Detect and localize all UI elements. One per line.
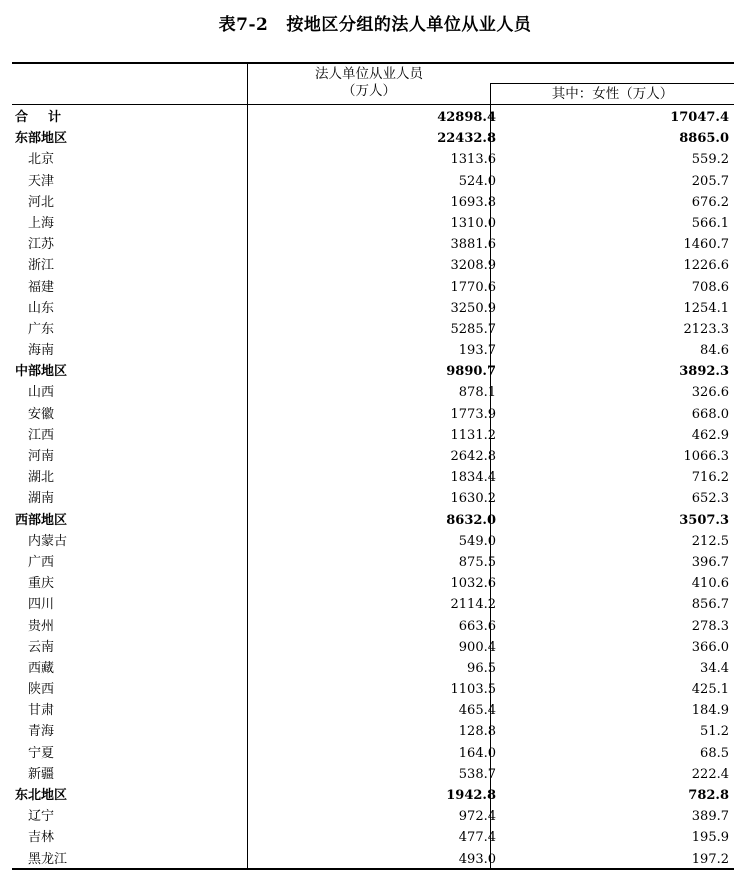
table-body xyxy=(12,107,734,870)
female-value: 212.5 xyxy=(691,533,729,549)
table-row xyxy=(12,192,734,213)
female-value: 3507.3 xyxy=(679,512,729,528)
employees-value: 1693.8 xyxy=(450,194,496,210)
female-value: 51.2 xyxy=(700,724,729,740)
employees-value: 128.8 xyxy=(458,724,496,740)
table-row xyxy=(12,679,734,700)
female-value: 34.4 xyxy=(700,660,729,676)
table-row xyxy=(12,785,734,806)
employees-value: 538.7 xyxy=(458,766,496,782)
table-row xyxy=(12,213,734,234)
region-name: 湖南 xyxy=(28,491,55,507)
table-row xyxy=(12,171,734,192)
employees-value: 1313.6 xyxy=(450,152,496,168)
female-value: 396.7 xyxy=(691,554,729,570)
region-name: 吉林 xyxy=(28,830,55,846)
region-name: 云南 xyxy=(28,639,55,655)
employees-value: 8632.0 xyxy=(446,512,496,528)
table-row xyxy=(12,849,734,870)
region-name: 四川 xyxy=(28,597,55,613)
region-name: 重庆 xyxy=(28,576,55,592)
region-name: 天津 xyxy=(28,173,55,189)
table-row xyxy=(12,531,734,552)
female-value: 1254.1 xyxy=(683,300,729,316)
employees-value: 3250.9 xyxy=(450,300,496,316)
employees-value: 193.7 xyxy=(458,343,496,359)
region-name: 辽宁 xyxy=(28,809,55,825)
table-row xyxy=(12,510,734,531)
region-name: 浙江 xyxy=(28,258,55,274)
table-row xyxy=(12,298,734,319)
employees-value: 1310.0 xyxy=(450,215,496,231)
table-row xyxy=(12,721,734,742)
region-name: 西藏 xyxy=(28,660,55,676)
table-row xyxy=(12,467,734,488)
table-row xyxy=(12,806,734,827)
region-name: 贵州 xyxy=(28,618,55,634)
female-value: 559.2 xyxy=(691,152,729,168)
region-name: 中部地区 xyxy=(15,364,68,380)
region-name: 新疆 xyxy=(28,766,55,782)
table-row xyxy=(12,700,734,721)
region-name: 甘肃 xyxy=(28,703,55,719)
employees-value: 2642.8 xyxy=(450,449,496,464)
table-row xyxy=(12,425,734,446)
female-value: 410.6 xyxy=(691,576,729,592)
region-name: 陕西 xyxy=(28,682,55,698)
employees-value: 1032.6 xyxy=(450,576,496,592)
region-name: 青海 xyxy=(28,724,55,740)
female-value: 8865.0 xyxy=(679,131,729,147)
employees-value: 972.4 xyxy=(458,809,496,825)
employees-value: 2114.2 xyxy=(450,597,496,613)
employees-value: 3881.6 xyxy=(450,237,496,253)
region-name: 东北地区 xyxy=(15,788,68,803)
employees-value: 663.6 xyxy=(458,618,496,634)
region-name: 宁夏 xyxy=(28,745,55,761)
top-rule xyxy=(12,62,734,64)
female-value: 197.2 xyxy=(691,851,729,867)
employees-value: 465.4 xyxy=(458,703,496,719)
header-employees-line2: （万人） xyxy=(342,83,396,99)
table-row xyxy=(12,107,734,128)
table-number: 表7-2 xyxy=(218,15,269,35)
region-name: 江西 xyxy=(28,427,55,443)
employees-value: 1773.9 xyxy=(450,406,496,422)
employees-value: 1834.4 xyxy=(450,470,496,486)
region-name: 内蒙古 xyxy=(28,533,68,549)
employees-value: 900.4 xyxy=(458,639,496,655)
region-name: 湖北 xyxy=(28,470,55,486)
header-employees-line1: 法人单位从业人员 xyxy=(315,66,423,82)
employees-value: 1131.2 xyxy=(450,427,496,443)
female-value: 366.0 xyxy=(691,639,729,655)
employees-value: 875.5 xyxy=(458,554,496,570)
female-value: 566.1 xyxy=(691,215,729,231)
female-value: 676.2 xyxy=(691,194,729,210)
female-value: 389.7 xyxy=(691,809,729,825)
female-value: 68.5 xyxy=(700,745,729,761)
female-value: 1460.7 xyxy=(683,237,729,253)
table-row xyxy=(12,319,734,340)
female-value: 782.8 xyxy=(688,788,729,803)
female-value: 3892.3 xyxy=(679,364,729,380)
table-row xyxy=(12,382,734,403)
region-name: 合计 xyxy=(15,110,82,125)
table-row xyxy=(12,255,734,276)
female-value: 278.3 xyxy=(691,618,729,634)
table-row xyxy=(12,573,734,594)
region-name: 海南 xyxy=(28,343,55,359)
female-value: 184.9 xyxy=(691,703,729,719)
employees-value: 493.0 xyxy=(458,851,496,867)
employees-value: 549.0 xyxy=(458,533,496,549)
subheader-rule xyxy=(490,83,734,84)
female-value: 222.4 xyxy=(691,766,729,782)
female-value: 1226.6 xyxy=(683,258,729,274)
table-title xyxy=(0,10,750,35)
female-value: 205.7 xyxy=(691,173,729,189)
table-row xyxy=(12,594,734,615)
region-name: 东部地区 xyxy=(15,131,68,147)
table-row xyxy=(12,616,734,637)
region-name: 河南 xyxy=(28,449,55,464)
female-value: 84.6 xyxy=(700,343,729,359)
employees-value: 42898.4 xyxy=(437,110,496,125)
table-row xyxy=(12,552,734,573)
header-employees xyxy=(248,66,490,100)
header-rule xyxy=(12,104,734,105)
employees-value: 1942.8 xyxy=(446,788,496,803)
female-value: 1066.3 xyxy=(683,449,729,464)
employees-value: 22432.8 xyxy=(437,131,496,147)
region-name: 西部地区 xyxy=(15,512,68,528)
region-name: 河北 xyxy=(28,194,55,210)
region-name: 山西 xyxy=(28,385,55,401)
employees-value: 9890.7 xyxy=(446,364,496,380)
female-value: 425.1 xyxy=(691,682,729,698)
table-row xyxy=(12,128,734,149)
female-value: 326.6 xyxy=(691,385,729,401)
table-row xyxy=(12,827,734,848)
female-value: 195.9 xyxy=(691,830,729,846)
employees-value: 1103.5 xyxy=(450,682,496,698)
female-value: 716.2 xyxy=(691,470,729,486)
region-name: 安徽 xyxy=(28,406,55,422)
table-row xyxy=(12,764,734,785)
employees-value: 3208.9 xyxy=(450,258,496,274)
table-row xyxy=(12,340,734,361)
table-row xyxy=(12,149,734,170)
employees-value: 96.5 xyxy=(467,660,496,676)
female-value: 668.0 xyxy=(691,406,729,422)
employees-value: 164.0 xyxy=(458,745,496,761)
region-name: 黑龙江 xyxy=(28,851,68,867)
table-row xyxy=(12,743,734,764)
female-value: 708.6 xyxy=(691,279,729,295)
region-name: 山东 xyxy=(28,300,55,316)
region-name: 上海 xyxy=(28,215,55,231)
female-value: 2123.3 xyxy=(683,321,729,337)
employees-value: 1770.6 xyxy=(450,279,496,295)
table-row xyxy=(12,277,734,298)
region-name: 广东 xyxy=(28,321,55,337)
employees-value: 524.0 xyxy=(458,173,496,189)
table-title-text: 按地区分组的法人单位从业人员 xyxy=(286,15,532,35)
table-row xyxy=(12,658,734,679)
employees-value: 5285.7 xyxy=(450,321,496,337)
female-value: 652.3 xyxy=(691,491,729,507)
table-row xyxy=(12,404,734,425)
region-name: 江苏 xyxy=(28,237,55,253)
header-female: 其中：女性（万人） xyxy=(551,86,674,102)
table-row xyxy=(12,637,734,658)
female-value: 17047.4 xyxy=(670,110,729,125)
region-name: 福建 xyxy=(28,279,55,295)
table-row xyxy=(12,446,734,467)
employees-value: 477.4 xyxy=(458,830,496,846)
employees-value: 878.1 xyxy=(458,385,496,401)
region-name: 广西 xyxy=(28,554,55,570)
female-value: 856.7 xyxy=(691,597,729,613)
female-value: 462.9 xyxy=(691,427,729,443)
employees-value: 1630.2 xyxy=(450,491,496,507)
region-name: 北京 xyxy=(28,152,55,168)
table-row xyxy=(12,361,734,382)
table-row xyxy=(12,488,734,509)
table-row xyxy=(12,234,734,255)
